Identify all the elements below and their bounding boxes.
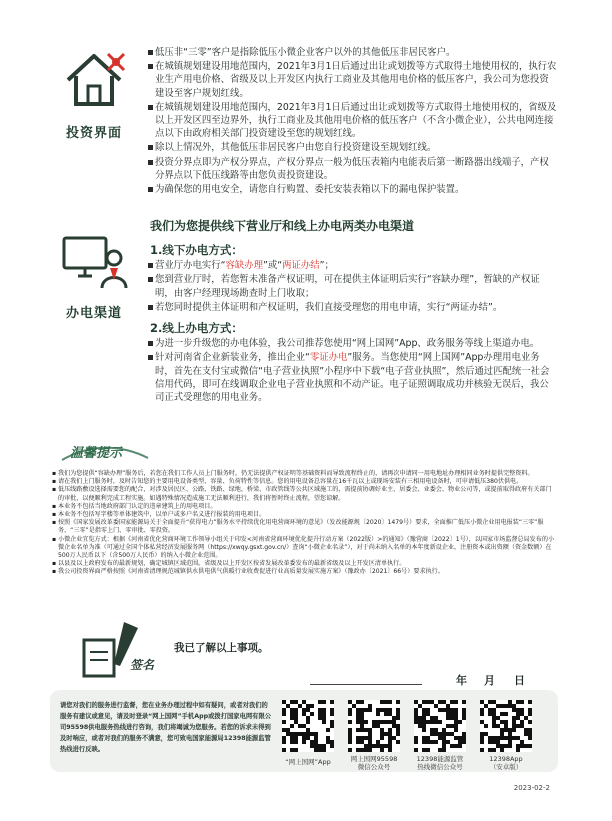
tip-item: ▪ 我们为您提供“容缺办理”服务后，若您在我们工作人员上门服务时，仍无法提供产权证明等基础资料而导致流程终止的，请再次申请同一用电地址办理相同业务时提供完整资料。 xyxy=(52,470,534,477)
contact-text: 请您对我们的服务进行监督，您在业务办理过程中如有疑问，或者对我们的服务有建议或意见，请及时登录“网上国网”手机App或拨打国家电网有限公司95598供电服务热线进行咨询，我们将竭诚为您服务。若您的诉求未得到及时响应，或者对我们的服务不满意，您可致电国家能源局12398能源监管热线进行反映。 xyxy=(60,702,272,753)
qr-label: 网上国网95598 微信公众号 xyxy=(350,755,398,771)
tips-list xyxy=(52,470,557,577)
tip-item: ▪ 低压线路敷设选择需要您的配合，对涉及居民区、公路、铁路、绿地、桥梁、市政管线等公共区域施工的，需提前协调好业主、居委会、业委会、物业公司等，或提前取得政府有关部门的审批，以便顺利完成工程实施。如遇特殊情况造成施工无法顺利进行，我们将暂时终止流程，望您谅解。 xyxy=(52,486,552,502)
list-item: 为确保您的用电安全，请您自行购置、委托安装表箱以下的漏电保护装置。 xyxy=(148,183,558,196)
list-item: 针对河南省企业新装业务，推出企业“零证办电”服务。当您使用“网上国网”App办理用电业务时，首先在支付宝或微信“电子营业执照”小程序中下载“电子营业执照”，然后通过匹配统一社会信用代码，即可在线调取企业电子营业执照和不动产证。电子证照调取成功并核验无误后，我公司正式受理您的用电业务。 xyxy=(148,351,558,404)
channel-heading: 我们为您提供线下营业厅和线上办电两类办电渠道 xyxy=(150,219,415,233)
qr-label: 12398能源监管 热线微信公众号 xyxy=(416,755,464,771)
list-item: 除以上情况外，其他低压非居民客户由您自行投资建设至规划红线。 xyxy=(148,141,558,154)
tip-item: ▪ 小微企业宜览方式：根据《河南省优化营商环境工作领导小组关于印发<河南省营商环境优化提升行动方案（2022版）>的通知》（豫营商〔2022〕1号），以国家市场监督总局发布的小微企业名单为准（可通过全国个体私营经济发展服务网（https://xwqy.gsxt.gov.cn/）查询“小微企业名录”），对于尚未纳入名单的本年度新设企业，注册资本或出资额（资金数额）在500万人民币以下（含500万人民币）的纳入小微企业范围。 xyxy=(52,535,555,560)
investment-bullets xyxy=(148,46,558,197)
channel-section-header xyxy=(50,232,138,321)
list-item: 在城镇规划建设用地范围内，2021年3月1日后通过出让或划拨等方式取得土地使用权的，执行农业生产用电价格、省级及以上开发区内执行工商业及其他用电价格的低压客户，我公司为您投资建设至客户规划红线。 xyxy=(148,60,558,100)
qr-label: “网上国网”App xyxy=(285,758,331,766)
qr-code-12398-app xyxy=(480,700,532,752)
list-item: 在城镇规划建设用地范围内，2021年3月1日后通过出让或划拨等方式取得土地使用权的，省级及以上开发区四至边界外，执行工商业及其他用电价格的低压客户（不含小微企业），公共电网连接点以下由政府相关部门投资建设至您的规划红线。 xyxy=(148,101,558,141)
tip-item: ▪ 以县及以上政府发布的最新规划，确定城镇区域范围。省级及以上开发区按省发展改革委发布的最新省级及以上开发区清单执行。 xyxy=(52,560,406,568)
tip-item: ▪ 请在我们上门服务时，及时告知您的主要用电设备类型、容量、负荷特性等信息。您的用电设备总容量在16千瓦以上或现场安装有三相用电设备时，可申请低压380伏供电。 xyxy=(52,478,523,486)
qr-pattern xyxy=(414,700,466,752)
channel-section-title: 办电渠道 xyxy=(65,306,122,321)
date-year: 年 xyxy=(456,674,467,687)
list-item: 若您同时提供主体证明和产权证明，我们直接受理您的用电申请，实行“两证办结”。 xyxy=(148,301,558,314)
list-item: 您到营业厅时，若您暂未准备产权证明，可在提供主体证明后实行“容缺办理”，暂缺的产权证明，由客户经理现场勘查时上门收取； xyxy=(148,273,558,299)
investment-section-header xyxy=(50,44,138,141)
list-item: 营业厅办电实行“容缺办理”或“两证办结”； xyxy=(148,259,558,272)
qr-code-app xyxy=(282,700,334,752)
qr-pattern xyxy=(348,700,400,752)
tip-item: ▪ 本业务不包括写字楼等单体建筑中，以单户或多户名义进行报装的用电项目。 xyxy=(52,511,266,519)
qr-code-wechat-95598 xyxy=(348,700,400,752)
computer-user-icon xyxy=(58,232,130,296)
date-month: 月 xyxy=(484,674,495,687)
signature-line xyxy=(310,684,422,685)
tips-badge: 温馨提示 xyxy=(60,440,150,464)
signature-mark: 签名 xyxy=(80,620,160,686)
tip-item: ▪ 本业务不包括当地政府部门认定的违章建筑上的用电项目。 xyxy=(52,502,217,510)
qr-label: 12398App （安卓版） xyxy=(489,755,523,771)
signature-statement: 我已了解以上事项。 xyxy=(174,642,269,654)
house-tools-icon xyxy=(58,44,130,116)
offline-title: 1.线下办电方式： xyxy=(150,243,243,257)
list-item: 投资分界点即为产权分界点，产权分界点一般为低压表箱内电能表后第一断路器出线端子，产权分界点以下低压线路等由您负责投资建设。 xyxy=(148,156,558,182)
tip-item: ▪ 我公司投资界面严格按照《河南省清理规范城镇供水供电供气供暖行业收费促进行业高质量发展实施方案》（豫政办〔2021〕66号）要求执行。 xyxy=(52,568,444,576)
online-title: 2.线上办电方式： xyxy=(150,321,243,336)
date-day: 日 xyxy=(514,674,525,687)
list-item: 为进一步升级您的办电体验，我公司推荐您使用“网上国网”App、政务服务等线上渠道办电。 xyxy=(148,337,558,350)
investment-section-title: 投资界面 xyxy=(65,126,122,141)
qr-code-wechat-12398 xyxy=(414,700,466,752)
tip-item: ▪ 按照《国家发展改革委国家能源局关于全面提升“获得电力”服务水平持续优化用电营商环境的意见》（发改能源规〔2020〕1479号）要求，全面推广低压小微企业用电报装“三零”服务，“三零”是指零上门、零审批、零投资。 xyxy=(52,519,544,535)
document-date: 2023-02-2 xyxy=(513,784,550,792)
qr-pattern xyxy=(282,700,334,752)
list-item: 低压非“三零”客户是指除低压小微企业客户以外的其他低压非居民客户。 xyxy=(148,46,558,59)
channel-bullets xyxy=(148,240,558,405)
qr-pattern xyxy=(480,700,532,752)
